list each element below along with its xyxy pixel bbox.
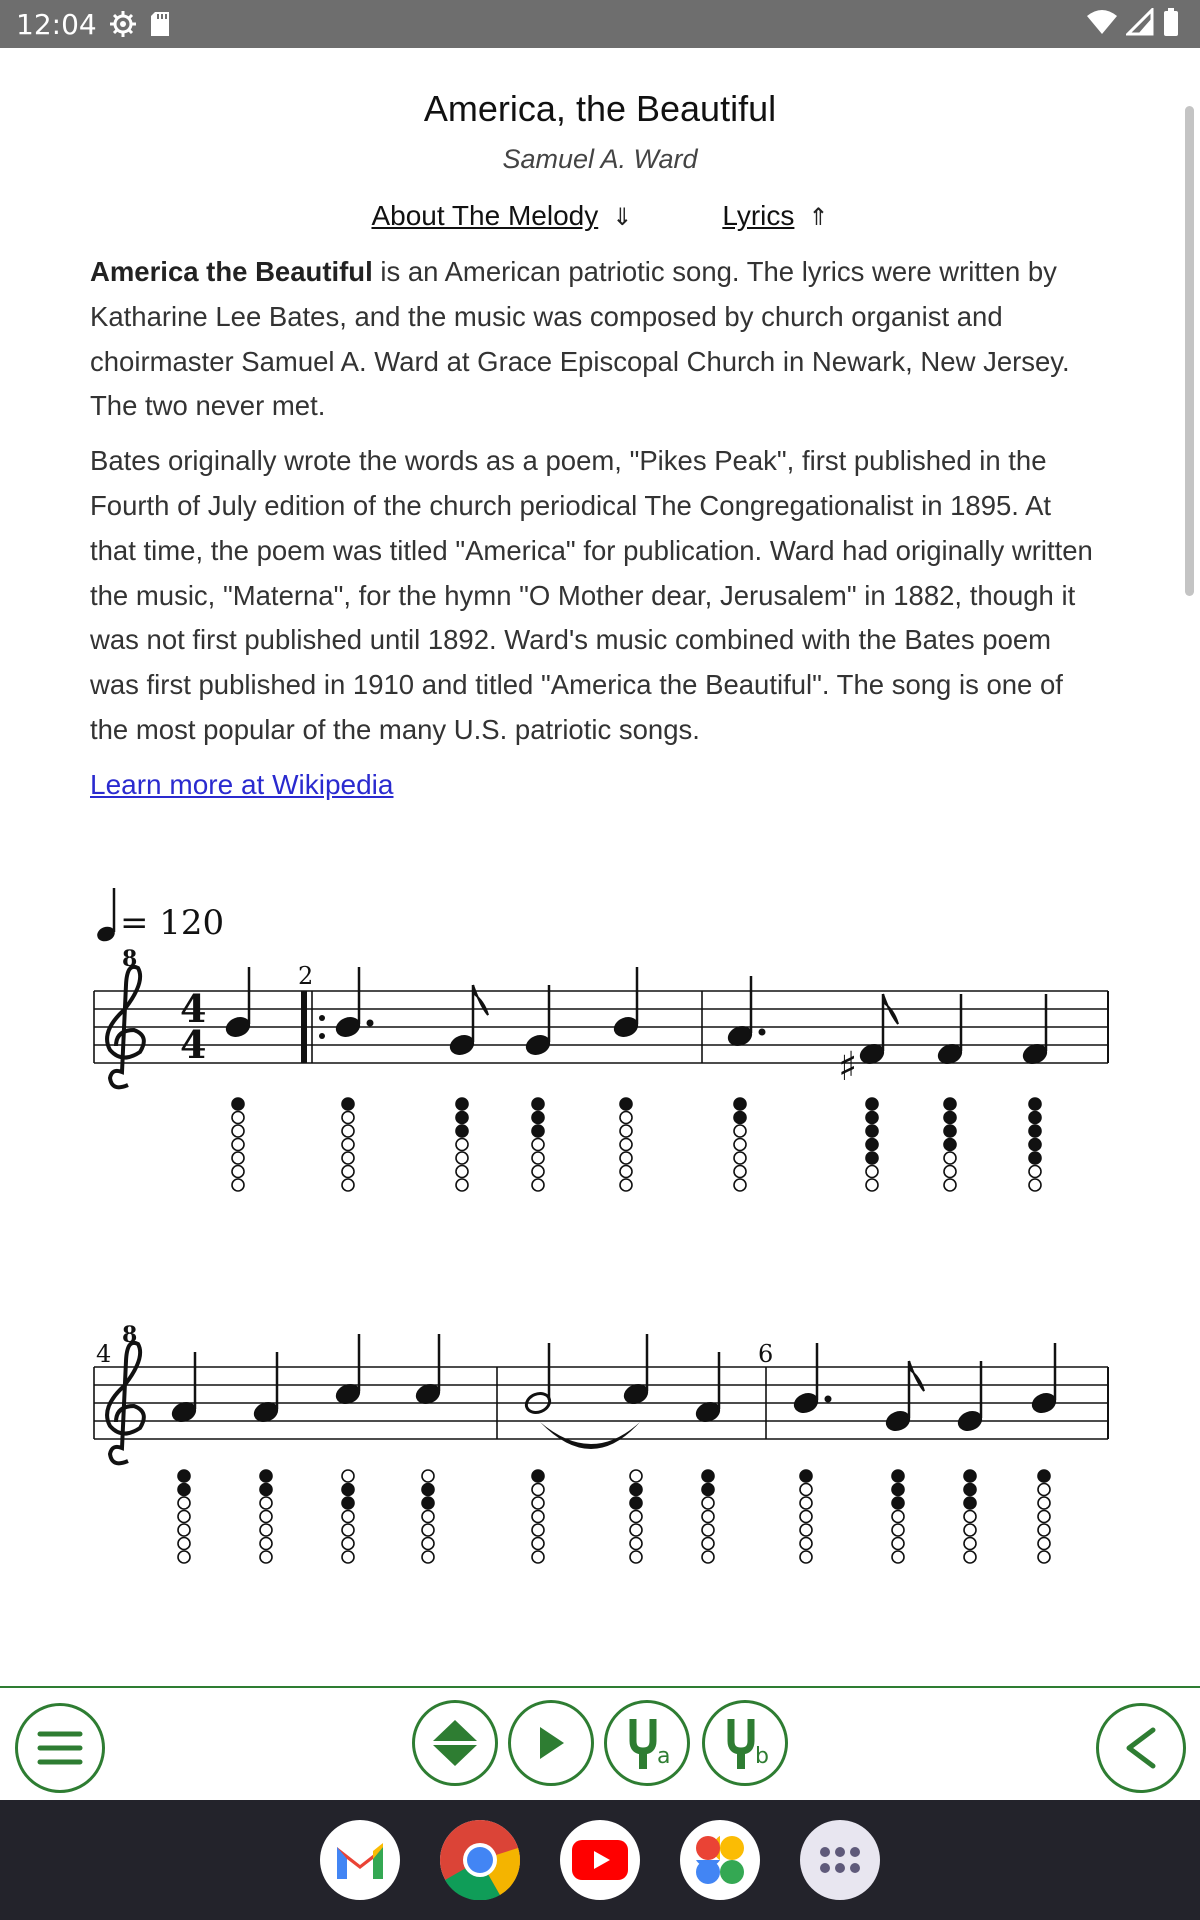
google-photos-icon[interactable] [680, 1820, 760, 1900]
music-note [622, 1334, 651, 1407]
app-dock [0, 1800, 1200, 1920]
tempo-value: = 120 [120, 903, 225, 943]
time-signature-bottom: 4 [180, 1022, 207, 1067]
measure-number: 2 [298, 962, 314, 990]
song-name-bold: America the Beautiful [90, 256, 373, 287]
up-arrow-icon: ⇑ [808, 204, 829, 231]
music-note [334, 1334, 363, 1407]
fingering-chart [964, 1470, 976, 1563]
fingering-chart [178, 1470, 190, 1563]
fingering-chart [532, 1098, 544, 1191]
tuner-fork-icon [617, 1713, 677, 1773]
music-note [1030, 1343, 1059, 1416]
back-button[interactable] [1096, 1703, 1186, 1793]
play-button[interactable] [508, 1700, 594, 1786]
fingering-chart [422, 1470, 434, 1563]
about-melody-label: About The Melody [371, 200, 599, 231]
chrome-icon[interactable] [440, 1820, 520, 1900]
sharp-accidental: ♯ [838, 1044, 858, 1090]
fingering-chart [800, 1470, 812, 1563]
music-note [956, 1361, 985, 1434]
music-note [884, 1361, 924, 1434]
youtube-icon[interactable] [560, 1820, 640, 1900]
measure-number: 4 [96, 1340, 112, 1368]
music-note [252, 1352, 281, 1425]
tuner-b-button[interactable] [702, 1700, 788, 1786]
scroll-updown-icon [429, 1717, 481, 1769]
music-note [792, 1343, 832, 1416]
music-note [726, 976, 766, 1049]
tuner-fork-icon [715, 1713, 775, 1773]
signal-icon [1126, 8, 1154, 41]
wifi-icon [1086, 8, 1118, 41]
fingering-chart [260, 1470, 272, 1563]
tuner-b-letter: b [755, 1744, 769, 1769]
fingering-chart [342, 1470, 354, 1563]
fingering-chart [1029, 1098, 1041, 1191]
content-area[interactable] [0, 48, 1200, 1686]
fingering-chart [734, 1098, 746, 1191]
music-note [1021, 994, 1050, 1067]
paragraph-1-text: is an American patriotic song. The lyrics were written by Katharine Lee Bates, and the music was composed by church organist and choirmaster Samuel A. Ward at Grace Episcopal Church in Newark, New Jersey. The two never met. [90, 256, 1070, 422]
fingering-chart [866, 1098, 878, 1191]
fingering-chart [532, 1470, 544, 1563]
status-time: 12:04 [16, 7, 97, 41]
wikipedia-link[interactable]: Learn more at Wikipedia [90, 768, 394, 800]
scroll-toggle-button[interactable] [412, 1700, 498, 1786]
page-title: America, the Beautiful [423, 88, 777, 129]
measure-number: 6 [758, 1340, 774, 1368]
music-note [936, 994, 965, 1067]
music-note [694, 1352, 723, 1425]
back-chevron-icon [1121, 1726, 1161, 1770]
music-note [334, 967, 374, 1040]
music-note [414, 1334, 443, 1407]
sd-card-icon [149, 11, 171, 37]
tuner-a-letter: a [657, 1744, 671, 1769]
music-note [524, 1343, 553, 1416]
clef-octave-mark: 8 [122, 1322, 138, 1348]
app-drawer-icon[interactable] [800, 1820, 880, 1900]
bottom-toolbar [0, 1686, 1200, 1802]
lyrics-label: Lyrics [722, 200, 795, 231]
composer-name: Samuel A. Ward [502, 144, 698, 174]
time-signature-top: 4 [180, 986, 207, 1031]
settings-icon [109, 10, 137, 38]
status-bar [0, 0, 1200, 48]
tempo-mark [95, 888, 224, 944]
music-note [858, 994, 898, 1067]
sheet-music [0, 48, 1200, 1686]
fingering-chart [342, 1098, 354, 1191]
fingering-chart [944, 1098, 956, 1191]
fingering-chart [232, 1098, 244, 1191]
music-note [224, 967, 253, 1040]
fingering-chart [630, 1470, 642, 1563]
paragraph-2: Bates originally wrote the words as a poem, "Pikes Peak", first published in the Fourth of July edition of the church periodical The Congregationalist in 1895. At that time, the poem was titled "America" for publication. Ward had originally written the music, "Materna", for the hymn "O Mother dear, Jerusalem" in 1882, though it was not first published until 1892. Ward's music combined with the Bates poem was first published in 1910 and titled "America the Beautiful". The song is one of the most popular of the many U.S. patriotic songs. [90, 445, 1093, 745]
music-note [524, 985, 553, 1058]
play-icon [536, 1725, 566, 1761]
fingering-chart [456, 1098, 468, 1191]
tuner-a-button[interactable] [604, 1700, 690, 1786]
tie-arc [540, 1422, 640, 1449]
music-note [170, 1352, 199, 1425]
music-note [612, 967, 641, 1040]
staff-system-2 [94, 1367, 1108, 1439]
fingering-chart [702, 1470, 714, 1563]
menu-button[interactable] [15, 1703, 105, 1793]
fingering-chart [1038, 1470, 1050, 1563]
gmail-icon[interactable] [320, 1820, 400, 1900]
battery-icon [1162, 7, 1180, 42]
down-arrow-icon: ⇓ [612, 204, 633, 231]
menu-icon [37, 1730, 83, 1766]
fingering-chart [620, 1098, 632, 1191]
music-note [448, 985, 488, 1058]
clef-octave-mark: 8 [122, 946, 138, 972]
fingering-chart [892, 1470, 904, 1563]
scrollbar-thumb[interactable] [1185, 106, 1194, 596]
